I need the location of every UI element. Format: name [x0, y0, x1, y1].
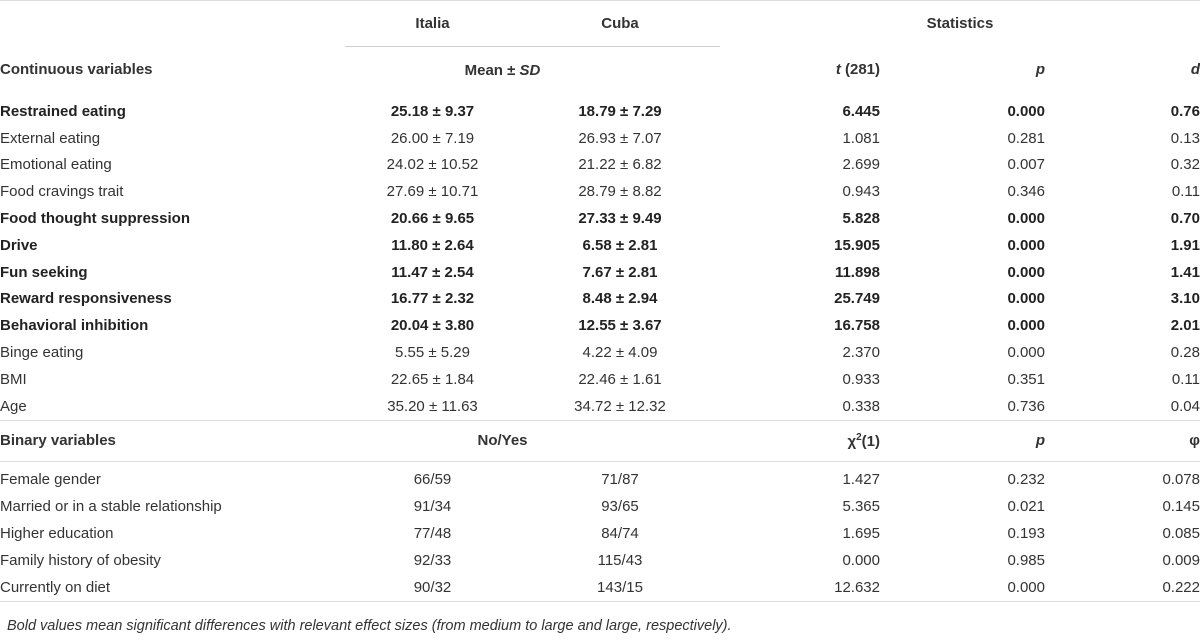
continuous-variable-label: Fun seeking: [0, 263, 88, 281]
continuous-italia-value: 11.47 ± 2.54: [391, 263, 474, 281]
continuous-stat-value: 0.933: [842, 370, 880, 388]
binary-stat-value: 1.695: [842, 525, 880, 543]
binary-variable-label: Higher education: [0, 525, 114, 543]
header-italia: Italia: [345, 1, 520, 47]
continuous-cuba-value: 18.79 ± 7.29: [578, 102, 662, 120]
table-row: [0, 339, 1200, 366]
continuous-italia-value: 24.02 ± 10.52: [386, 156, 479, 174]
binary-cuba-value: 143/15: [520, 574, 720, 601]
t-df-label: (281): [840, 61, 880, 79]
continuous-cuba-value: 7.67 ± 2.81: [582, 263, 658, 281]
continuous-effect-value: 2.01: [1170, 317, 1200, 335]
continuous-stat-value: 2.699: [842, 156, 880, 174]
table-row: [0, 493, 1200, 520]
continuous-cuba-value: 21.22 ± 6.82: [578, 156, 662, 174]
continuous-stat-value: 25.749: [834, 290, 880, 308]
continuous-italia-value: 25.18 ± 9.37: [390, 102, 475, 120]
table-row: [0, 574, 1200, 601]
continuous-italia-value: 5.55 ± 5.29: [395, 344, 470, 362]
binary-p-label: p: [1035, 432, 1045, 450]
continuous-effect-value: 1.91: [1170, 236, 1200, 254]
t-header: [720, 47, 880, 94]
continuous-p-value: 0.736: [1007, 397, 1045, 415]
binary-header-row: [0, 420, 1200, 461]
continuous-effect-value: 0.70: [1170, 210, 1200, 228]
binary-p-value: 0.021: [1007, 498, 1045, 516]
continuous-variable-label: Food cravings trait: [0, 183, 124, 201]
continuous-variable-label: Age: [0, 397, 27, 415]
group-header-row: [0, 1, 1200, 47]
t-label: t: [835, 61, 841, 79]
binary-cuba-value: 115/43: [597, 551, 643, 569]
table-row: [0, 461, 1200, 493]
continuous-cuba-value: 26.93 ± 7.07: [578, 129, 662, 147]
table-row: [0, 366, 1200, 393]
continuous-stat-value: 6.445: [842, 102, 880, 120]
table-row: [0, 178, 1200, 205]
continuous-p-value: 0.000: [1007, 236, 1045, 254]
p-label: p: [1035, 61, 1045, 79]
binary-stat-value: 0.000: [842, 551, 880, 569]
continuous-variable-label: Binge eating: [0, 344, 84, 362]
p-header: [880, 47, 1045, 94]
continuous-effect-value: 0.28: [1170, 344, 1200, 362]
table-row: [0, 547, 1200, 574]
continuous-effect-value: 0.04: [1170, 397, 1200, 415]
continuous-cuba-value: 22.46 ± 1.61: [578, 370, 662, 388]
continuous-p-value: 0.281: [1007, 129, 1045, 147]
continuous-italia-value: 22.65 ± 1.84: [390, 370, 475, 388]
continuous-italia-value: 20.04 ± 3.80: [390, 317, 475, 335]
binary-italia-value: 91/34: [413, 498, 452, 516]
continuous-stat-value: 1.081: [842, 129, 880, 147]
continuous-p-value: 0.000: [1007, 102, 1045, 120]
binary-section-label: Binary variables: [0, 420, 345, 461]
binary-p-value: 0.000: [880, 574, 1045, 601]
continuous-effect-value: 0.13: [1170, 129, 1200, 147]
table-row: [0, 232, 1200, 259]
continuous-cuba-value: 6.58 ± 2.81: [582, 236, 658, 254]
table-footnote: Bold values mean significant differences with relevant effect sizes (from medium to large and large, respectively).: [7, 618, 732, 634]
table-row: [0, 205, 1200, 232]
table-row: [0, 393, 1200, 420]
continuous-p-value: 0.000: [1007, 290, 1045, 308]
binary-variable-label: Currently on diet: [0, 574, 345, 601]
continuous-italia-value: 16.77 ± 2.32: [390, 290, 475, 308]
binary-effect-value: 0.085: [1162, 525, 1200, 543]
continuous-cuba-value: 27.33 ± 9.49: [578, 210, 662, 228]
binary-stat-value: 12.632: [720, 574, 880, 601]
table-row: [0, 312, 1200, 339]
binary-variable-label: Married or in a stable relationship: [0, 498, 222, 516]
d-label: d: [1190, 61, 1200, 79]
continuous-cuba-value: 12.55 ± 3.67: [578, 317, 662, 335]
continuous-variable-label: Reward responsiveness: [0, 290, 172, 308]
binary-italia-value: 66/59: [413, 471, 452, 489]
continuous-italia-value: 35.20 ± 11.63: [387, 397, 478, 415]
continuous-p-value: 0.000: [1007, 263, 1045, 281]
continuous-effect-value: 0.11: [1171, 370, 1200, 388]
continuous-p-value: 0.000: [1007, 317, 1045, 335]
binary-stat-value: 5.365: [842, 498, 880, 516]
continuous-p-value: 0.000: [1007, 344, 1045, 362]
continuous-effect-value: 1.41: [1170, 263, 1200, 281]
binary-effect-value: 0.145: [1162, 498, 1200, 516]
header-cuba: Cuba: [520, 1, 720, 47]
chi-sup-label: 2: [856, 431, 862, 443]
continuous-stat-value: 16.758: [834, 317, 880, 335]
chi-df-label: (1): [861, 432, 880, 450]
binary-italia-value: 92/33: [413, 551, 452, 569]
table-row: [0, 286, 1200, 313]
continuous-p-value: 0.351: [1007, 370, 1045, 388]
phi-header: φ: [1045, 420, 1200, 461]
continuous-effect-value: 0.11: [1171, 183, 1200, 201]
binary-effect-value: 0.078: [1162, 471, 1200, 489]
continuous-stat-value: 0.943: [842, 183, 880, 201]
continuous-stat-value: 0.338: [842, 397, 880, 415]
continuous-stat-value: 2.370: [842, 344, 880, 362]
continuous-italia-value: 27.69 ± 10.71: [386, 183, 479, 201]
continuous-p-value: 0.000: [1007, 210, 1045, 228]
continuous-section-label: Continuous variables: [0, 61, 153, 79]
binary-p-value: 0.232: [1007, 471, 1045, 489]
noyes-header: No/Yes: [345, 420, 720, 461]
continuous-p-value: 0.346: [1007, 183, 1045, 201]
binary-stat-value: 1.427: [842, 471, 880, 489]
table-row: [0, 520, 1200, 547]
binary-variable-label: Female gender: [0, 471, 101, 489]
continuous-variable-label: External eating: [0, 129, 101, 147]
binary-cuba-value: 84/74: [601, 525, 639, 543]
continuous-stat-value: 15.905: [834, 236, 880, 254]
binary-p-value: 0.193: [1007, 525, 1045, 543]
continuous-cuba-value: 8.48 ± 2.94: [582, 290, 658, 308]
continuous-italia-value: 20.66 ± 9.65: [390, 210, 475, 228]
binary-p-header: [880, 420, 1045, 461]
sd-label: SD: [519, 61, 541, 79]
header-statistics: Statistics: [720, 1, 1200, 47]
binary-cuba-value: 93/65: [601, 498, 639, 516]
binary-italia-value: 77/48: [413, 525, 452, 543]
binary-italia-value: 90/32: [345, 574, 520, 601]
binary-cuba-value: 71/87: [601, 471, 639, 489]
continuous-variable-label: Behavioral inhibition: [0, 317, 149, 335]
continuous-stat-value: 11.898: [834, 263, 880, 281]
continuous-variable-label: Emotional eating: [0, 156, 112, 174]
mean-label: Mean ±: [464, 61, 520, 79]
binary-effect-value: 0.009: [1162, 551, 1200, 569]
continuous-p-value: 0.007: [1007, 156, 1045, 174]
header-blank-cell: [0, 1, 345, 47]
binary-effect-value: 0.222: [1045, 574, 1200, 601]
continuous-variable-label: Restrained eating: [0, 102, 126, 120]
table-row: [0, 125, 1200, 152]
continuous-effect-value: 0.32: [1170, 156, 1200, 174]
table-row: [0, 259, 1200, 286]
binary-variable-label: Family history of obesity: [0, 551, 161, 569]
table-row: [0, 152, 1200, 179]
continuous-effect-value: 3.10: [1170, 290, 1200, 308]
continuous-cuba-value: 28.79 ± 8.82: [578, 183, 662, 201]
continuous-effect-value: 0.76: [1170, 102, 1200, 120]
continuous-variable-label: BMI: [0, 370, 27, 388]
mean-sd-header: [345, 47, 720, 94]
continuous-cuba-value: 34.72 ± 12.32: [574, 397, 666, 415]
continuous-italia-value: 11.80 ± 2.64: [391, 236, 474, 254]
binary-p-value: 0.985: [1007, 551, 1045, 569]
chi-square-header: [720, 420, 880, 461]
table-row: [0, 93, 1200, 125]
d-header: [1045, 47, 1200, 94]
continuous-header-row: [0, 47, 1200, 94]
chi-label: χ: [847, 432, 857, 450]
continuous-variable-label: Drive: [0, 236, 38, 254]
continuous-cuba-value: 4.22 ± 4.09: [582, 344, 658, 362]
continuous-italia-value: 26.00 ± 7.19: [390, 129, 475, 147]
continuous-stat-value: 5.828: [842, 210, 880, 228]
continuous-variable-label: Food thought suppression: [0, 210, 190, 228]
